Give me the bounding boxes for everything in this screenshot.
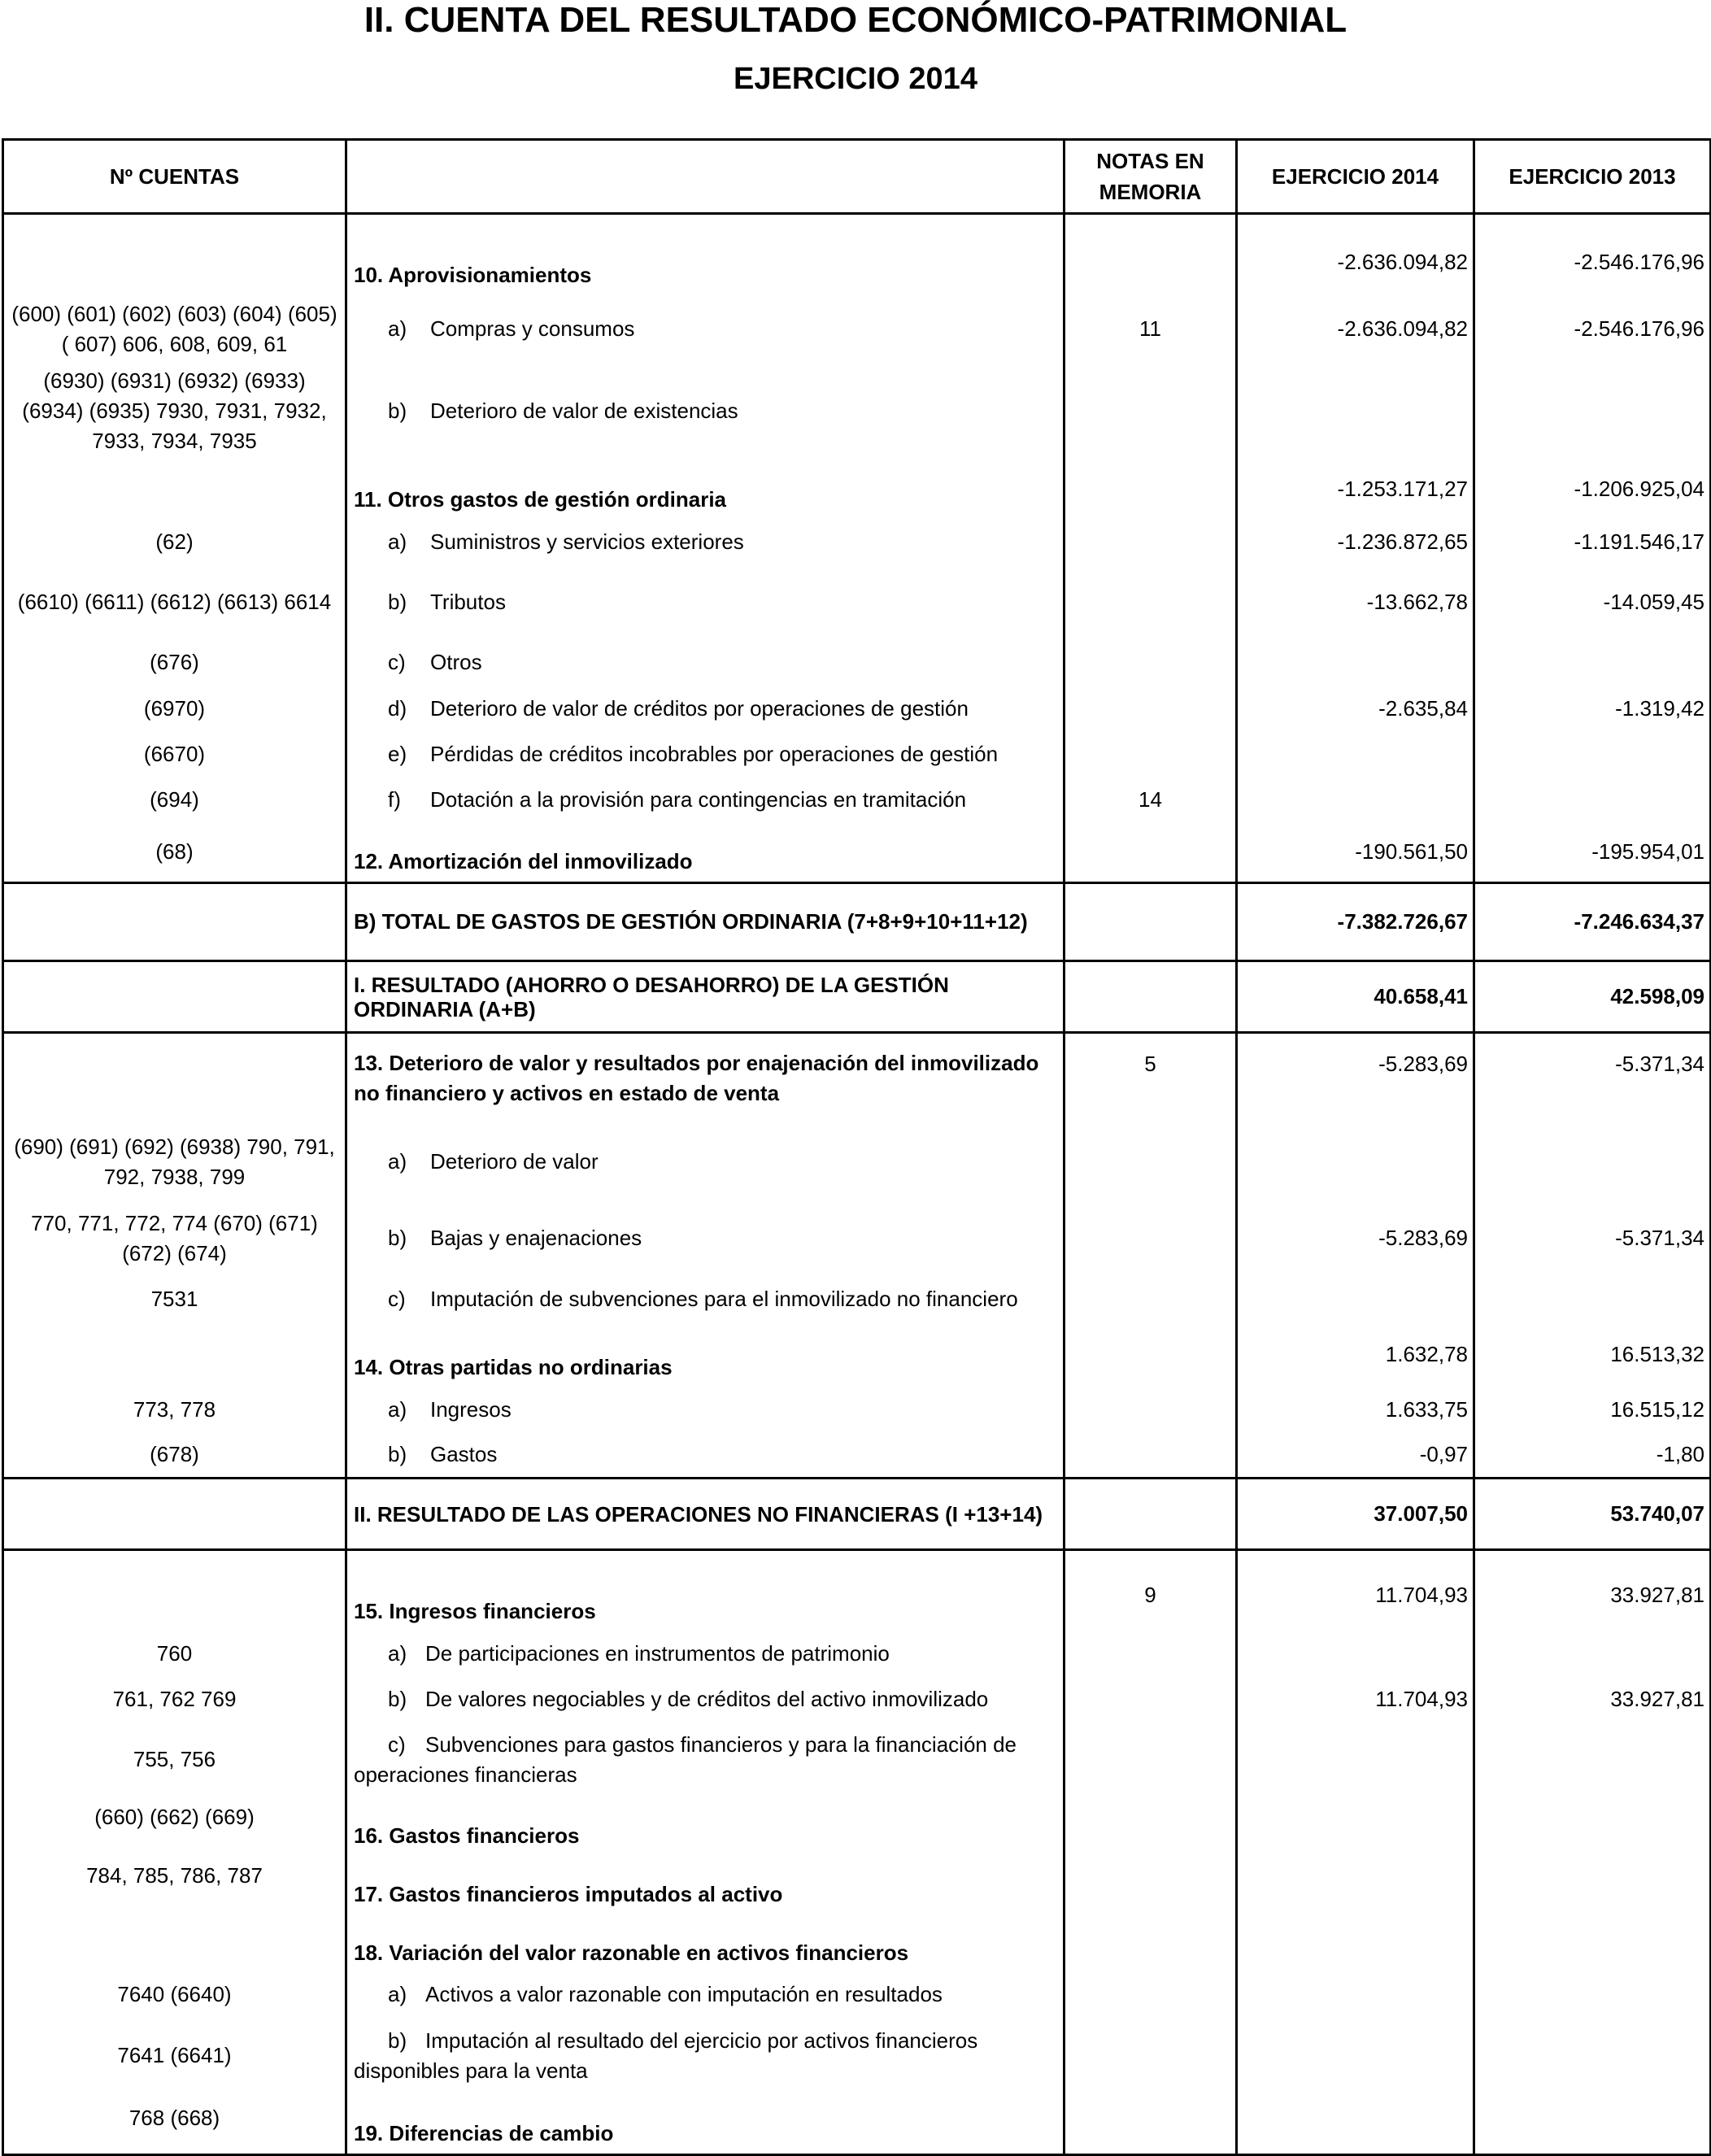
row-label: [346, 1631, 1064, 1677]
header-notes: NOTAS EN MEMORIA: [1064, 140, 1237, 214]
row-value-2014: [1237, 1914, 1474, 1973]
table-row: [3, 364, 1711, 460]
row-value-2013: [1474, 1856, 1711, 1914]
table-row: [3, 1387, 1711, 1433]
row-letter: c): [388, 1731, 406, 1757]
row-text: Imputación al resultado del ejercicio por activos financieros: [425, 2028, 978, 2053]
row-label: [346, 686, 1064, 732]
row-value-2014: [1237, 364, 1474, 460]
row-notes: [1064, 1723, 1237, 1797]
row-accounts: (6970): [3, 686, 346, 732]
row-label: 19. Diferencias de cambio: [346, 2095, 1064, 2155]
row-label: [346, 520, 1064, 565]
table-row: [3, 520, 1711, 565]
row-notes: [1064, 732, 1237, 777]
row-accounts: [3, 1479, 346, 1550]
row-accounts: 770, 771, 772, 774 (670) (671) (672) (674): [3, 1200, 346, 1277]
row-letter: b): [388, 1687, 407, 1711]
table-row: [3, 823, 1711, 883]
row-accounts: [3, 214, 346, 295]
row-accounts: (62): [3, 520, 346, 565]
table-row: [3, 214, 1711, 295]
row-accounts: 784, 785, 786, 787: [3, 1856, 346, 1914]
header-description: [346, 140, 1064, 214]
total-row: [3, 1479, 1711, 1550]
row-accounts: [3, 1322, 346, 1387]
row-letter: b): [388, 590, 407, 614]
table-header-row: [3, 140, 1711, 214]
row-text: De valores negociables y de créditos del activo inmovilizado: [425, 1687, 989, 1711]
table-row: [3, 2017, 1711, 2095]
header-year-2013: EJERCICIO 2013: [1474, 140, 1711, 214]
row-label: [346, 1387, 1064, 1433]
row-notes: [1064, 460, 1237, 520]
row-value-2013: 16.515,12: [1474, 1387, 1711, 1433]
row-accounts: (6670): [3, 732, 346, 777]
row-notes: [1064, 883, 1237, 961]
header-accounts: Nº CUENTAS: [3, 140, 346, 214]
row-value-2013: [1474, 1277, 1711, 1322]
row-accounts: 7641 (6641): [3, 2017, 346, 2095]
row-accounts: (690) (691) (692) (6938) 790, 791, 792, 7938, 799: [3, 1124, 346, 1200]
total-row: [3, 883, 1711, 961]
row-label: 13. Deterioro de valor y resultados por enajenación del inmovilizado no financiero y activos en estado de venta: [346, 1033, 1064, 1124]
row-notes: [1064, 1677, 1237, 1723]
table-row: [3, 295, 1711, 364]
row-value-2013: -7.246.634,37: [1474, 883, 1711, 961]
row-letter: a): [388, 529, 407, 554]
table-row: [3, 1550, 1711, 1631]
row-value-2014: -2.636.094,82: [1237, 295, 1474, 364]
row-accounts: 7640 (6640): [3, 1973, 346, 2017]
row-notes: [1064, 823, 1237, 883]
row-letter: f): [388, 787, 401, 812]
row-value-2014: [1237, 1723, 1474, 1797]
row-value-2014: 40.658,41: [1237, 961, 1474, 1033]
row-label: [346, 1433, 1064, 1479]
row-notes: [1064, 1973, 1237, 2017]
row-value-2014: [1237, 1797, 1474, 1856]
row-text-continued: operaciones financieras: [354, 1762, 577, 1787]
row-letter: b): [388, 1442, 407, 1467]
report-subtitle: EJERCICIO 2014: [734, 62, 977, 96]
row-value-2013: -1.319,42: [1474, 686, 1711, 732]
table-row: [3, 1973, 1711, 2017]
header-year-2014: EJERCICIO 2014: [1237, 140, 1474, 214]
row-notes: [1064, 1631, 1237, 1677]
row-letter: c): [388, 1287, 406, 1311]
row-notes: [1064, 565, 1237, 640]
row-accounts: [3, 961, 346, 1033]
row-notes: [1064, 2017, 1237, 2095]
row-value-2013: -14.059,45: [1474, 565, 1711, 640]
row-accounts: [3, 460, 346, 520]
row-value-2013: 33.927,81: [1474, 1677, 1711, 1723]
row-accounts: [3, 1033, 346, 1124]
row-value-2014: -190.561,50: [1237, 823, 1474, 883]
row-letter: a): [388, 316, 407, 341]
row-label: 14. Otras partidas no ordinarias: [346, 1322, 1064, 1387]
row-value-2013: [1474, 1914, 1711, 1973]
row-accounts: (68): [3, 823, 346, 883]
row-label: 10. Aprovisionamientos: [346, 214, 1064, 295]
row-text: Deterioro de valor de créditos por operaciones de gestión: [430, 695, 969, 721]
row-notes: [1064, 364, 1237, 460]
table-row: [3, 1856, 1711, 1914]
row-text: Deterioro de valor: [430, 1149, 599, 1174]
row-value-2014: [1237, 1124, 1474, 1200]
row-label: [346, 1200, 1064, 1277]
row-notes: [1064, 1387, 1237, 1433]
row-label: 17. Gastos financieros imputados al activo: [346, 1856, 1064, 1914]
row-value-2014: [1237, 640, 1474, 686]
row-label: 16. Gastos financieros: [346, 1797, 1064, 1856]
table-row: [3, 1322, 1711, 1387]
table-row: [3, 1277, 1711, 1322]
row-value-2014: -7.382.726,67: [1237, 883, 1474, 961]
row-value-2014: [1237, 1973, 1474, 2017]
row-text: Gastos: [430, 1442, 498, 1467]
row-value-2013: [1474, 1723, 1711, 1797]
row-notes: [1064, 214, 1237, 295]
row-value-2013: [1474, 364, 1711, 460]
row-value-2014: -2.636.094,82: [1237, 214, 1474, 295]
row-accounts: (600) (601) (602) (603) (604) (605) ( 607) 606, 608, 609, 61: [3, 295, 346, 364]
row-letter: e): [388, 742, 407, 766]
row-value-2014: [1237, 2095, 1474, 2155]
row-notes: [1064, 520, 1237, 565]
row-notes: [1064, 1322, 1237, 1387]
row-label: [346, 777, 1064, 823]
row-text-continued: disponibles para la venta: [354, 2058, 588, 2083]
row-letter: c): [388, 650, 406, 674]
total-row: [3, 961, 1711, 1033]
row-label: I. RESULTADO (AHORRO O DESAHORRO) DE LA GESTIÓN ORDINARIA (A+B): [346, 961, 1064, 1033]
row-notes: [1064, 1797, 1237, 1856]
row-accounts: (660) (662) (669): [3, 1797, 346, 1856]
table-row: [3, 732, 1711, 777]
row-accounts: 7531: [3, 1277, 346, 1322]
row-value-2014: -5.283,69: [1237, 1033, 1474, 1124]
table-row: [3, 460, 1711, 520]
row-text: Tributos: [430, 590, 506, 614]
table-row: [3, 777, 1711, 823]
row-label: [346, 640, 1064, 686]
row-accounts: (694): [3, 777, 346, 823]
row-value-2014: 11.704,93: [1237, 1550, 1474, 1631]
row-accounts: (676): [3, 640, 346, 686]
row-value-2013: [1474, 1973, 1711, 2017]
row-notes: 14: [1064, 777, 1237, 823]
row-text: Subvenciones para gastos financieros y para la financiación de: [425, 1731, 1017, 1757]
row-value-2014: -5.283,69: [1237, 1200, 1474, 1277]
row-value-2014: [1237, 1856, 1474, 1914]
table-row: [3, 686, 1711, 732]
row-label: [346, 1124, 1064, 1200]
row-text: Activos a valor razonable con imputación en resultados: [425, 1982, 943, 2006]
row-text: Suministros y servicios exteriores: [430, 529, 744, 554]
row-value-2014: [1237, 1631, 1474, 1677]
row-label: [346, 1677, 1064, 1723]
row-notes: 9: [1064, 1550, 1237, 1631]
row-letter: a): [388, 1982, 407, 2006]
row-notes: [1064, 1479, 1237, 1550]
row-label: [346, 2017, 1064, 2095]
row-notes: [1064, 961, 1237, 1033]
row-letter: b): [388, 1226, 407, 1250]
row-value-2013: 33.927,81: [1474, 1550, 1711, 1631]
table-row: [3, 1033, 1711, 1124]
row-notes: [1064, 686, 1237, 732]
table-row: [3, 1433, 1711, 1479]
row-text: Dotación a la provisión para contingencias en tramitación: [430, 787, 967, 812]
row-text: Pérdidas de créditos incobrables por operaciones de gestión: [430, 742, 999, 766]
row-notes: [1064, 1433, 1237, 1479]
row-accounts: 760: [3, 1631, 346, 1677]
row-value-2013: 16.513,32: [1474, 1322, 1711, 1387]
row-value-2014: [1237, 1277, 1474, 1322]
row-accounts: (6930) (6931) (6932) (6933) (6934) (6935) 7930, 7931, 7932, 7933, 7934, 7935: [3, 364, 346, 460]
row-accounts: 755, 756: [3, 1723, 346, 1797]
row-accounts: 768 (668): [3, 2095, 346, 2155]
row-value-2014: 1.632,78: [1237, 1322, 1474, 1387]
row-value-2014: -13.662,78: [1237, 565, 1474, 640]
row-letter: b): [388, 2028, 407, 2053]
row-value-2014: -2.635,84: [1237, 686, 1474, 732]
row-label: [346, 732, 1064, 777]
report-title: II. CUENTA DEL RESULTADO ECONÓMICO-PATRIMONIAL: [364, 0, 1347, 40]
row-label: [346, 1973, 1064, 2017]
row-value-2013: -2.546.176,96: [1474, 214, 1711, 295]
row-value-2013: [1474, 640, 1711, 686]
table-row: [3, 1797, 1711, 1856]
row-text: Imputación de subvenciones para el inmovilizado no financiero: [430, 1287, 1018, 1311]
row-value-2013: -195.954,01: [1474, 823, 1711, 883]
table-row: [3, 1631, 1711, 1677]
row-value-2014: 37.007,50: [1237, 1479, 1474, 1550]
row-notes: 11: [1064, 295, 1237, 364]
row-notes: [1064, 1200, 1237, 1277]
row-label: 15. Ingresos financieros: [346, 1550, 1064, 1631]
row-accounts: 773, 778: [3, 1387, 346, 1433]
row-label: [346, 1723, 1064, 1797]
row-letter: b): [388, 399, 407, 423]
row-label: [346, 295, 1064, 364]
row-label: 12. Amortización del inmovilizado: [346, 823, 1064, 883]
row-value-2013: -5.371,34: [1474, 1200, 1711, 1277]
row-notes: [1064, 2095, 1237, 2155]
row-value-2013: -1,80: [1474, 1433, 1711, 1479]
row-text: De participaciones en instrumentos de patrimonio: [425, 1641, 890, 1666]
row-value-2013: [1474, 732, 1711, 777]
row-accounts: [3, 1914, 346, 1973]
row-accounts: [3, 1550, 346, 1631]
row-text: Ingresos: [430, 1397, 512, 1422]
row-label: [346, 1277, 1064, 1322]
row-value-2013: [1474, 1631, 1711, 1677]
row-value-2013: [1474, 1124, 1711, 1200]
row-label: 18. Variación del valor razonable en activos financieros: [346, 1914, 1064, 1973]
row-value-2014: 11.704,93: [1237, 1677, 1474, 1723]
row-value-2013: -1.191.546,17: [1474, 520, 1711, 565]
row-value-2014: [1237, 2017, 1474, 2095]
row-label: [346, 364, 1064, 460]
row-value-2013: 53.740,07: [1474, 1479, 1711, 1550]
table-row: [3, 1124, 1711, 1200]
table-row: [3, 1723, 1711, 1797]
row-value-2013: -2.546.176,96: [1474, 295, 1711, 364]
row-text: Compras y consumos: [430, 316, 635, 341]
row-value-2013: [1474, 777, 1711, 823]
row-accounts: [3, 883, 346, 961]
row-label: B) TOTAL DE GASTOS DE GESTIÓN ORDINARIA (7+8+9+10+11+12): [346, 883, 1064, 961]
row-notes: 5: [1064, 1033, 1237, 1124]
row-label: [346, 565, 1064, 640]
row-value-2013: [1474, 2017, 1711, 2095]
table-row: [3, 640, 1711, 686]
row-value-2013: -5.371,34: [1474, 1033, 1711, 1124]
row-value-2014: -1.253.171,27: [1237, 460, 1474, 520]
row-notes: [1064, 1914, 1237, 1973]
row-letter: a): [388, 1641, 407, 1666]
row-text: Bajas y enajenaciones: [430, 1226, 642, 1250]
row-value-2013: [1474, 2095, 1711, 2155]
row-accounts: (678): [3, 1433, 346, 1479]
row-notes: [1064, 1277, 1237, 1322]
row-value-2013: 42.598,09: [1474, 961, 1711, 1033]
row-label: II. RESULTADO DE LAS OPERACIONES NO FINANCIERAS (I +13+14): [346, 1479, 1064, 1550]
row-value-2014: -1.236.872,65: [1237, 520, 1474, 565]
row-value-2014: [1237, 732, 1474, 777]
table-row: [3, 1200, 1711, 1277]
table-row: [3, 2095, 1711, 2155]
row-notes: [1064, 640, 1237, 686]
row-letter: d): [388, 695, 407, 721]
row-notes: [1064, 1124, 1237, 1200]
row-value-2014: -0,97: [1237, 1433, 1474, 1479]
row-letter: a): [388, 1149, 407, 1174]
row-accounts: 761, 762 769: [3, 1677, 346, 1723]
table-row: [3, 565, 1711, 640]
row-label: 11. Otros gastos de gestión ordinaria: [346, 460, 1064, 520]
row-notes: [1064, 1856, 1237, 1914]
income-statement-table: [2, 138, 1711, 2156]
row-text: Otros: [430, 650, 482, 674]
row-value-2013: [1474, 1797, 1711, 1856]
row-value-2013: -1.206.925,04: [1474, 460, 1711, 520]
row-text: Deterioro de valor de existencias: [430, 399, 738, 423]
row-accounts: (6610) (6611) (6612) (6613) 6614: [3, 565, 346, 640]
table-row: [3, 1677, 1711, 1723]
table-row: [3, 1914, 1711, 1973]
row-value-2014: [1237, 777, 1474, 823]
row-value-2014: 1.633,75: [1237, 1387, 1474, 1433]
row-letter: a): [388, 1397, 407, 1422]
